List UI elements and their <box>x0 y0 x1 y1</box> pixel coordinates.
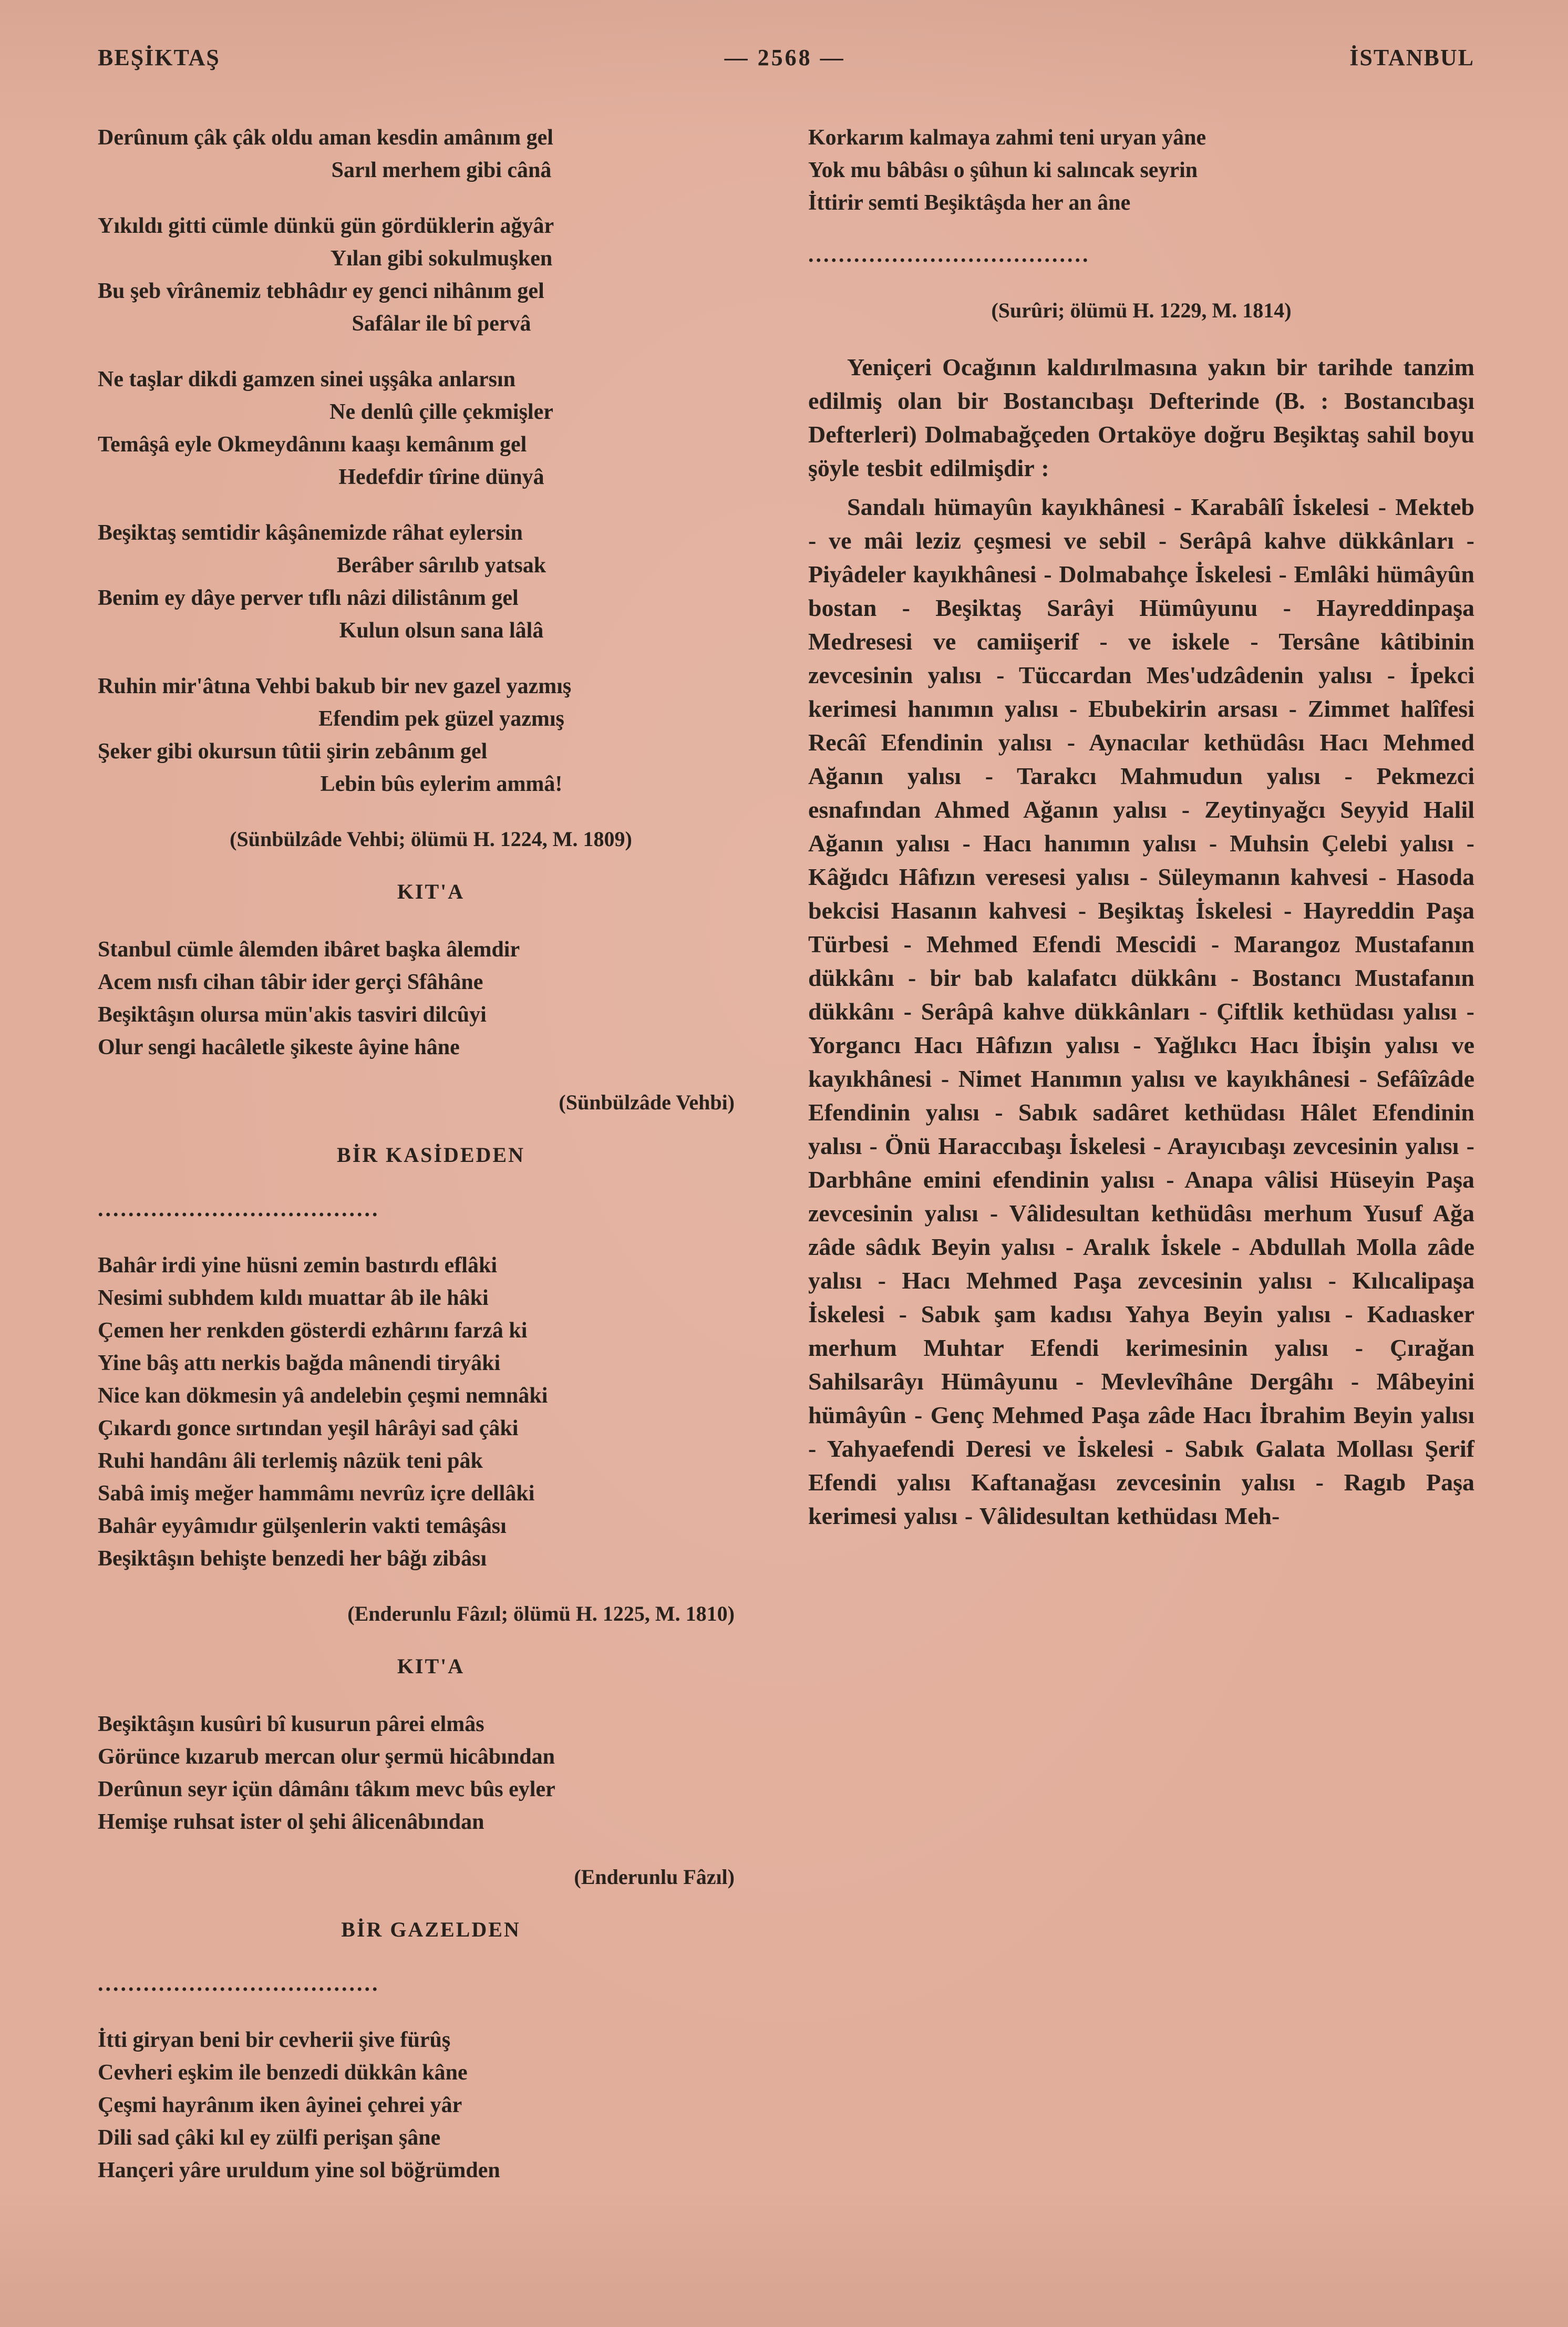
poem-line: Korkarım kalmaya zahmi teni uryan yâne <box>808 126 1206 150</box>
poem-line: Sabâ imiş meğer hammâmı nevrûz içre dellâki <box>98 1481 535 1506</box>
prose-paragraph: Yeniçeri Ocağının kaldırılmasına yakın bir tarihde tanzim edilmiş olan bir Bostancıbaşı Defterinde (B. : Bostancıbaşı Defterleri) Dolmabağçeden Ortaköye doğru Beşiktaş sahil boyu şöyle tesbit edilmişdir : <box>808 354 1474 481</box>
poem-attribution: (Enderunlu Fâzıl) <box>574 1865 735 1889</box>
poem-line: Çeşmi hayrânım iken âyinei çehrei yâr <box>98 2093 462 2117</box>
prose-paragraph: Sandalı hümayûn kayıkhânesi - Karabâlî İskelesi - Mekteb - ve mâi leziz çeşmesi ve sebil - Serâpâ kahve dükkânları - Piyâdeler kayıkhânesi - Dolmabahçe İskelesi - Emlâki hümâyûn bostan - Beşiktaş Sarâyi Hümûyunu - Hayreddinpaşa Medresesi ve camiişerif - ve iskele - Tersâne kâtibinin zevcesinin yalısı - Tüccardan Mes'udzâdenin yalısı - İpekci kerimesi hanımın yalısı - Ebubekirin arsası - Zimmet halîfesi Recâî Efendinin yalısı - Aynacılar kethüdâsı Hacı Mehmed Ağanın yalısı - Tarakcı Mahmudun yalısı - Pekmezci esnafından Ahmed Ağanın yalısı - Zeytinyağcı Seyyid Halil Ağanın yalısı - Hacı hanımın yalısı - Muhsin Çelebi yalısı - Kâğıdcı Hâfızın veresesi yalısı - Süleymanın kahvesi - Hasoda bekcisi Hasanın kahvesi - Beşiktaş İskelesi - Hayreddin Paşa Türbesi - Mehmed Efendi Mescidi - Marangoz Mustafanın dükkânı - bir bab kalafatcı dükkânı - Bostancı Mustafanın dükkânı - Serâpâ kahve dükkânları - Çiftlik kethüdası yalısı - Yorgancı Hacı Hâfızın yalısı - Yağlıkcı Hacı İbişin yalısı ve kayıkhânesi - Nimet Hanımın yalısı ve kayıkhânesi - Sefâîzâde Efendinin yalısı - Sabık sadâret kethüdası Hâlet Efendinin yalısı - Önü Haraccıbaşı İskelesi - Arayıcıbaşı zevcesinin yalısı - Darbhâne emini efendinin yalısı - Anapa vâlisi Hüseyin Paşa zevcesinin yalısı - Vâlidesultan kethüdâsı merhum Yusuf Ağa zâde sâdık Beyin yalısı - Aralık İskele - Abdullah Molla zâde yalısı - Hacı Mehmed Paşa zevcesinin yalısı - Kılıcalipaşa İskelesi - Sabık şam kadısı Yahya Beyin yalısı - Kadıasker merhum Muhtar Efendi kerimesinin yalısı - Çırağan Sahilsarâyı Hümâyunu - Mevlevîhâne Dergâhı - Mâbeyini hümâyûn - Genç Mehmed Paşa zâde Hacı İbrahim Beyin yalısı - Yahyaefendi Deresi ve İskelesi - Sabık Galata Mollası Şerif Efendi yalısı Kaftanağası zevcesinin yalısı - Ragıb Paşa kerimesi yalısı - Vâlidesultan kethüdası Meh- <box>808 493 1474 1529</box>
poem-line: Beşiktâşın behişte benzedi her bâğı zibâsı <box>98 1547 487 1571</box>
poem-line: Efendim pek güzel yazmış <box>318 707 564 731</box>
poem-line: Olur sengi hacâletle şikeste âyine hâne <box>98 1035 460 1059</box>
poem-line: Benim ey dâye perver tıflı nâzi dilistânım gel <box>98 586 519 610</box>
poem-attribution: (Sünbülzâde Vehbi) <box>559 1090 735 1114</box>
poem-line: Yıkıldı gitti cümle dünkü gün gördüklerin ağyâr <box>98 214 554 238</box>
poem-stanza <box>98 933 764 1064</box>
poem-line: Temâşâ eyle Okmeydânını kaaşı kemânım gel <box>98 433 527 457</box>
poem-line: Yine bâş attı nerkis bağda mânendi tiryâki <box>98 1351 501 1375</box>
poem-line: İtti giryan beni bir cevherii şive fürûş <box>98 2028 451 2052</box>
poem-stanza <box>98 670 764 800</box>
poem-line: Beşiktâşın olursa mün'akis tasviri dilcûyi <box>98 1003 487 1027</box>
poem-line: Bahâr irdi yine hüsni zemin bastırdı eflâki <box>98 1253 497 1278</box>
running-header <box>98 44 1474 71</box>
poem-attribution: (Enderunlu Fâzıl; ölümü H. 1225, M. 1810) <box>347 1602 735 1625</box>
poem-line: Hançeri yâre uruldum yine sol böğrümden <box>98 2158 500 2182</box>
text-columns <box>98 121 1474 2210</box>
ellipsis-line: ..................................... <box>98 1972 380 1996</box>
poem-stanza <box>98 517 764 647</box>
poem-line: Kulun olsun sana lâlâ <box>339 619 544 643</box>
poem-line: Çıkardı gonce sırtından yeşil hârâyi sad çâki <box>98 1416 519 1440</box>
poem-line: Bu şeb vîrânemiz tebhâdır ey genci nihânım gel <box>98 279 544 303</box>
header-article-title: BEŞİKTAŞ <box>98 45 220 70</box>
poem-stanza <box>808 121 1474 219</box>
section-heading: KIT'A <box>397 880 465 903</box>
header-volume-title: İSTANBUL <box>1349 45 1474 70</box>
poem-attribution: (Sünbülzâde Vehbi; ölümü H. 1224, M. 1809) <box>230 827 632 851</box>
poem-stanza <box>98 1708 764 1838</box>
poem-stanza <box>98 1249 764 1575</box>
poem-line: Yok mu bâbâsı o şûhun ki salıncak seyrin <box>808 158 1198 182</box>
poem-line: Nesimi subhdem kıldı muattar âb ile hâki <box>98 1286 489 1310</box>
section-heading: BİR GAZELDEN <box>341 1918 521 1941</box>
poem-stanza <box>98 210 764 340</box>
poem-line: Berâber sârılıb yatsak <box>336 553 546 578</box>
ellipsis-line: ..................................... <box>808 243 1090 267</box>
poem-line: Derûnun seyr içün dâmânı tâkım mevc bûs eyler <box>98 1777 555 1801</box>
poem-stanza <box>98 363 764 493</box>
poem-line: Beşiktâşın kusûri bî kusurun pârei elmâs <box>98 1712 484 1736</box>
poem-line: İttirir semti Beşiktâşda her an âne <box>808 191 1131 215</box>
poem-line: Yılan gibi sokulmuşken <box>330 246 553 271</box>
poem-line: Safâlar ile bî pervâ <box>352 312 531 336</box>
poem-stanza <box>98 2024 764 2187</box>
poem-line: Ruhi handânı âli terlemiş nâzük teni pâk <box>98 1449 483 1473</box>
poem-line: Görünce kızarub mercan olur şermü hicâbından <box>98 1745 555 1769</box>
poem-line: Hedefdir tîrine dünyâ <box>338 465 544 489</box>
poem-line: Acem nısfı cihan tâbir ider gerçi Sfâhâne <box>98 970 483 994</box>
poem-line: Sarıl merhem gibi cânâ <box>331 158 552 182</box>
poem-line: Hemişe ruhsat ister ol şehi âlicenâbından <box>98 1810 484 1834</box>
page-number: — 2568 — <box>724 45 845 70</box>
poem-attribution: (Surûri; ölümü H. 1229, M. 1814) <box>991 298 1292 322</box>
right-column <box>808 121 1474 1538</box>
poem-line: Dili sad çâki kıl ey zülfi perişan şâne <box>98 2126 441 2150</box>
poem-line: Beşiktaş semtidir kâşânemizde râhat eylersin <box>98 521 523 545</box>
poem-line: Bahâr eyyâmıdır gülşenlerin vakti temâşâsı <box>98 1514 507 1538</box>
poem-line: Ne denlû çille çekmişler <box>329 400 553 424</box>
left-column <box>98 121 764 2210</box>
section-heading: BİR KASİDEDEN <box>337 1143 525 1167</box>
poem-line: Cevheri eşkim ile benzedi dükkân kâne <box>98 2061 468 2085</box>
poem-line: Ne taşlar dikdi gamzen sinei uşşâka anlarsın <box>98 367 516 392</box>
poem-line: Çemen her renkden gösterdi ezhârını farzâ ki <box>98 1319 528 1343</box>
poem-line: Şeker gibi okursun tûtii şirin zebânım gel <box>98 739 488 764</box>
poem-line: Ruhin mir'âtına Vehbi bakub bir nev gazel yazmış <box>98 674 572 698</box>
poem-line: Lebin bûs eylerim ammâ! <box>320 772 563 796</box>
poem-line: Nice kan dökmesin yâ andelebin çeşmi nemnâki <box>98 1384 548 1408</box>
poem-line: Stanbul cümle âlemden ibâret başka âlemdir <box>98 938 520 962</box>
poem-stanza <box>98 121 764 187</box>
ellipsis-line: ..................................... <box>98 1197 380 1221</box>
section-heading: KIT'A <box>397 1654 465 1678</box>
poem-line: Derûnum çâk çâk oldu aman kesdin amânım gel <box>98 126 553 150</box>
